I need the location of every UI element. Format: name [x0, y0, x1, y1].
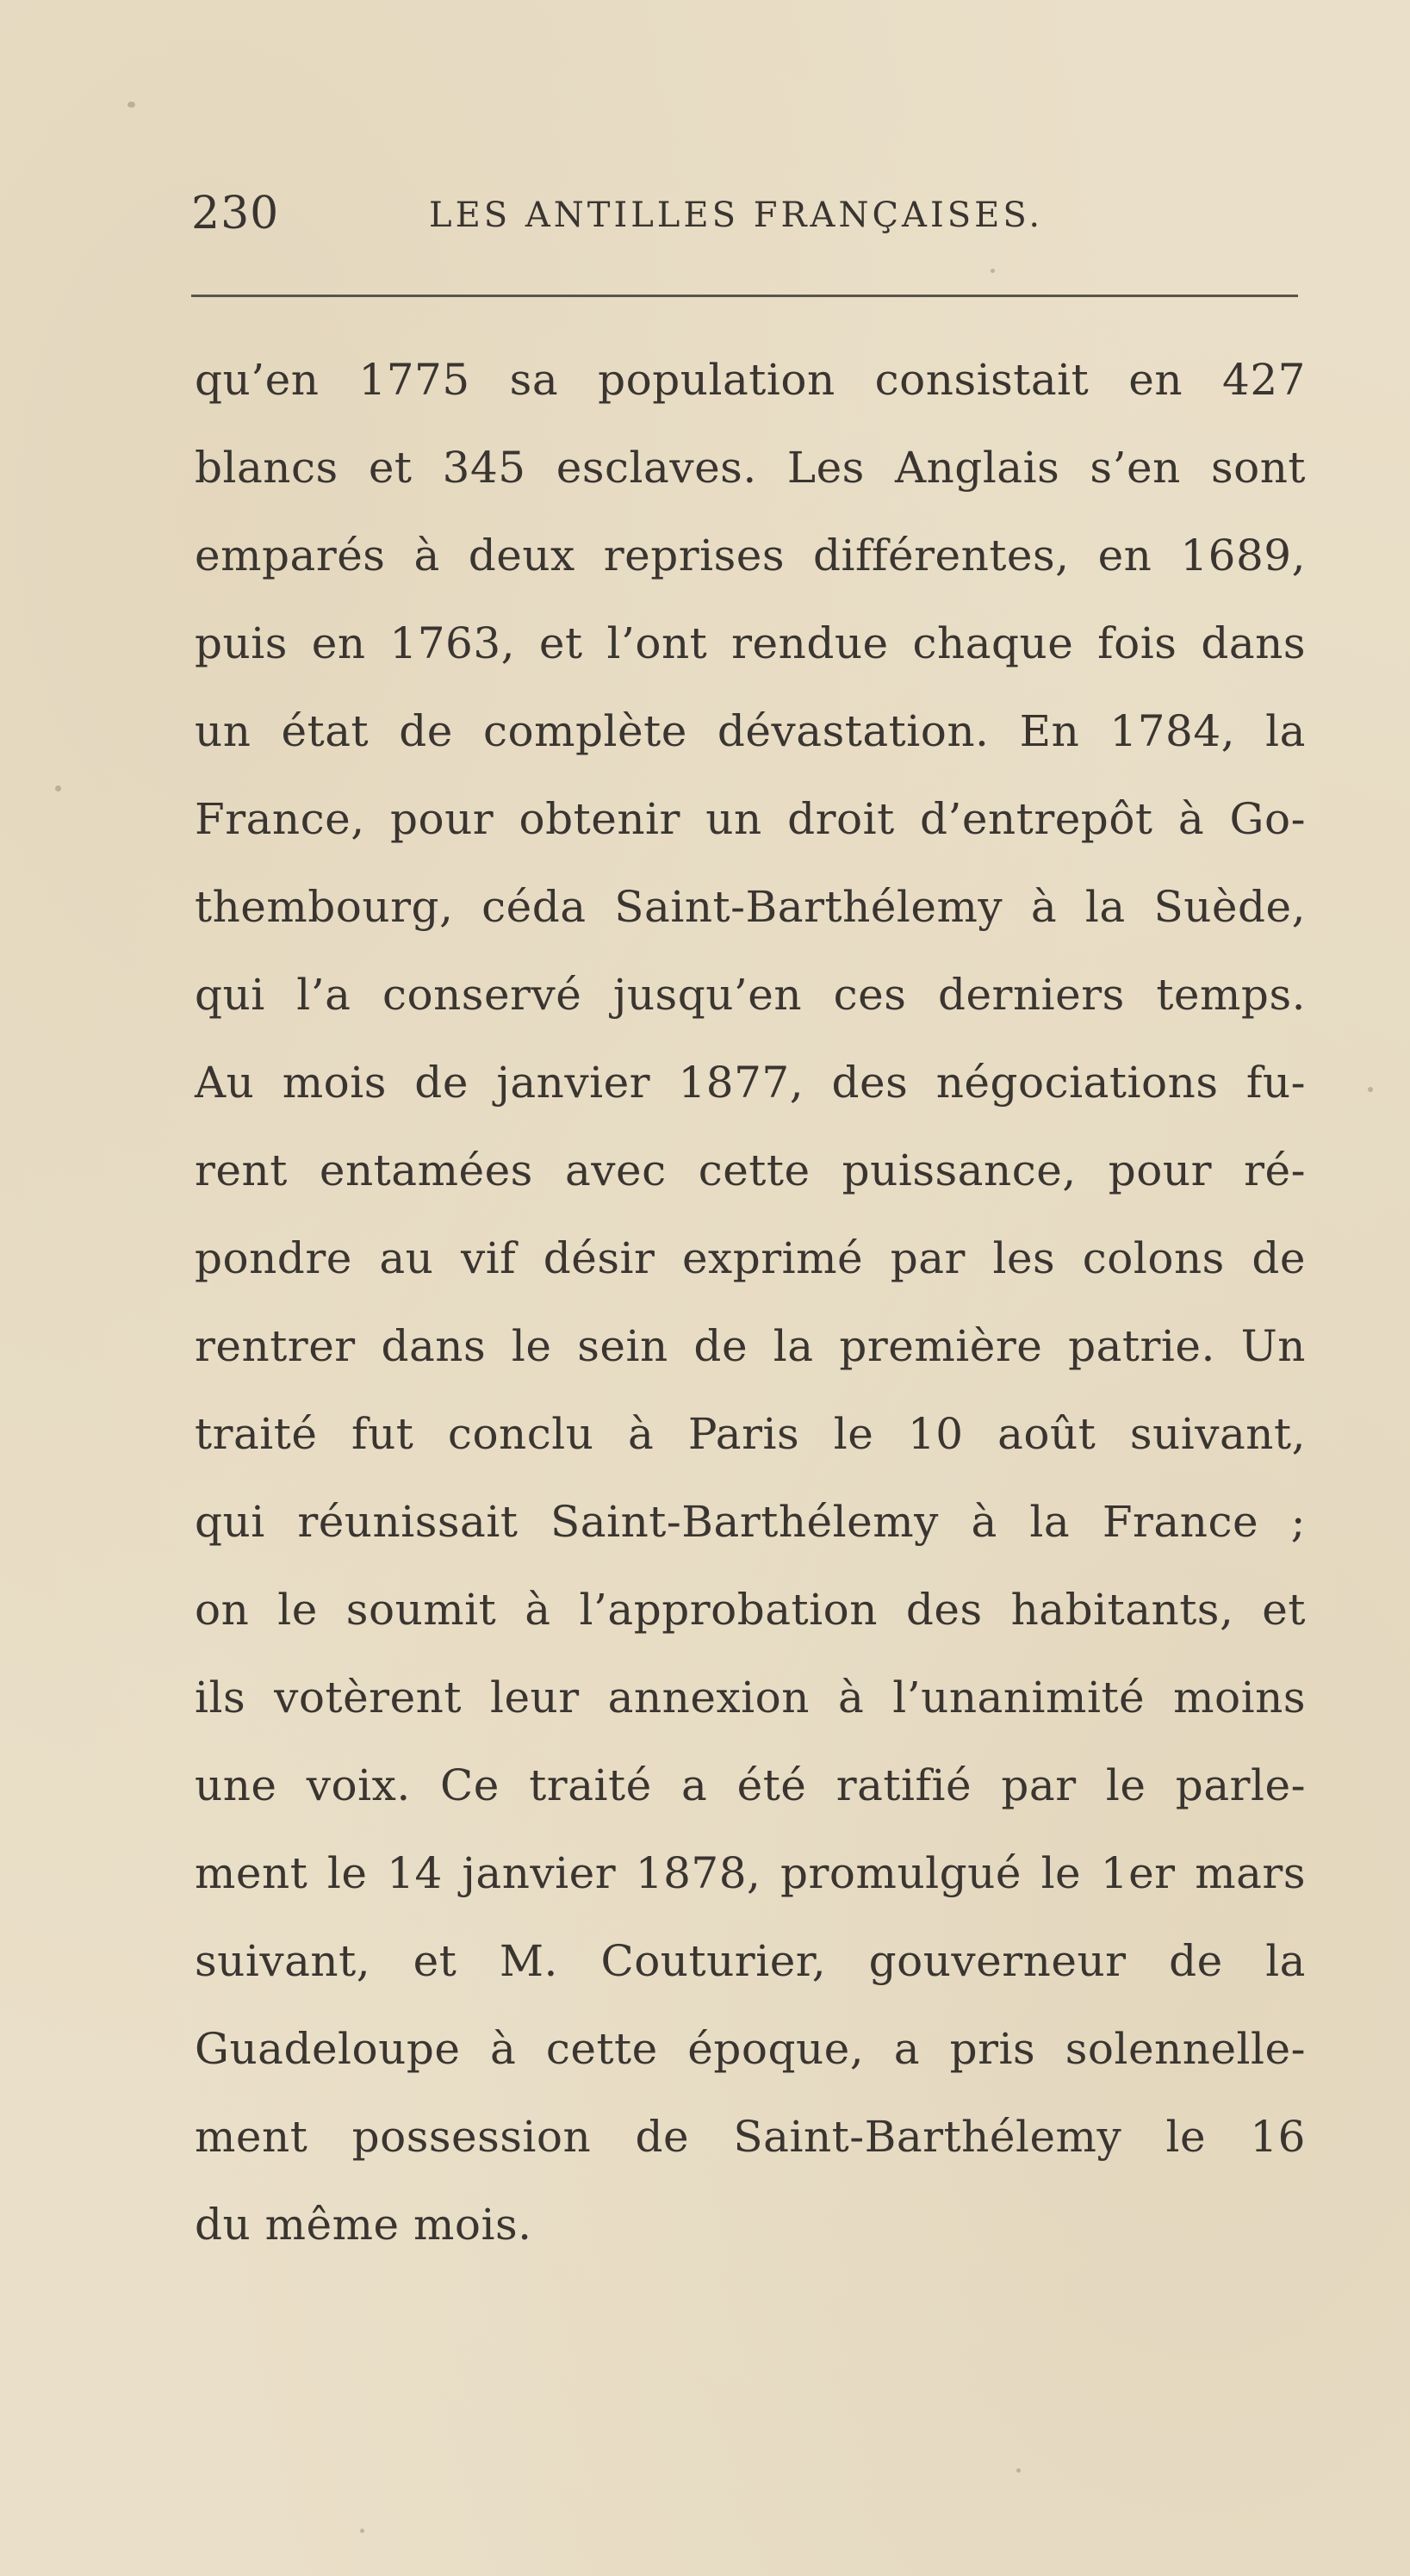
- running-title: LES ANTILLES FRANÇAISES.: [429, 196, 1044, 235]
- text-line: Guadeloupe à cette époque, a pris solennelle-: [195, 2024, 1306, 2074]
- text-line: puis en 1763, et l’ont rendue chaque fois dans: [195, 618, 1306, 668]
- body-paragraph: [195, 336, 1306, 2269]
- text-line: thembourg, céda Saint-Barthélemy à la Suède,: [195, 882, 1306, 932]
- text-line: qu’en 1775 sa population consistait en 427: [195, 355, 1306, 405]
- text-line: rentrer dans le sein de la première patrie. Un: [195, 1321, 1306, 1371]
- text-line: blancs et 345 esclaves. Les Anglais s’en sont: [195, 443, 1306, 493]
- page-number: 230: [191, 188, 280, 239]
- text-line: ils votèrent leur annexion à l’unanimité moins: [195, 1673, 1306, 1723]
- text-line: qui réunissait Saint-Barthélemy à la France ;: [195, 1497, 1306, 1547]
- text-line: pondre au vif désir exprimé par les colons de: [195, 1233, 1306, 1283]
- paper-speck: [1368, 1087, 1373, 1092]
- header-rule: [191, 295, 1298, 297]
- text-line: qui l’a conservé jusqu’en ces derniers temps.: [195, 970, 1306, 1020]
- paper-speck: [127, 102, 135, 108]
- text-line: on le soumit à l’approbation des habitants, et: [195, 1585, 1306, 1635]
- text-line: emparés à deux reprises différentes, en 1689,: [195, 531, 1306, 580]
- text-line: rent entamées avec cette puissance, pour ré-: [195, 1145, 1306, 1195]
- paper-speck: [991, 269, 995, 273]
- running-head: [191, 188, 1294, 239]
- text-line: ment le 14 janvier 1878, promulgué le 1er mars: [195, 1848, 1306, 1898]
- text-line: France, pour obtenir un droit d’entrepôt à Go-: [195, 794, 1306, 844]
- text-line: un état de complète dévastation. En 1784, la: [195, 706, 1306, 756]
- text-line: traité fut conclu à Paris le 10 août suivant,: [195, 1409, 1306, 1459]
- text-line: suivant, et M. Couturier, gouverneur de la: [195, 1936, 1306, 1986]
- text-line: ment possession de Saint-Barthélemy le 16: [195, 2112, 1306, 2162]
- paper-speck: [1016, 2468, 1021, 2473]
- text-line: Au mois de janvier 1877, des négociations fu-: [195, 1058, 1306, 1108]
- paper-speck: [55, 785, 61, 791]
- paper-speck: [360, 2529, 364, 2533]
- text-line: une voix. Ce traité a été ratifié par le parle-: [195, 1760, 1306, 1810]
- text-line: du même mois.: [195, 2200, 532, 2250]
